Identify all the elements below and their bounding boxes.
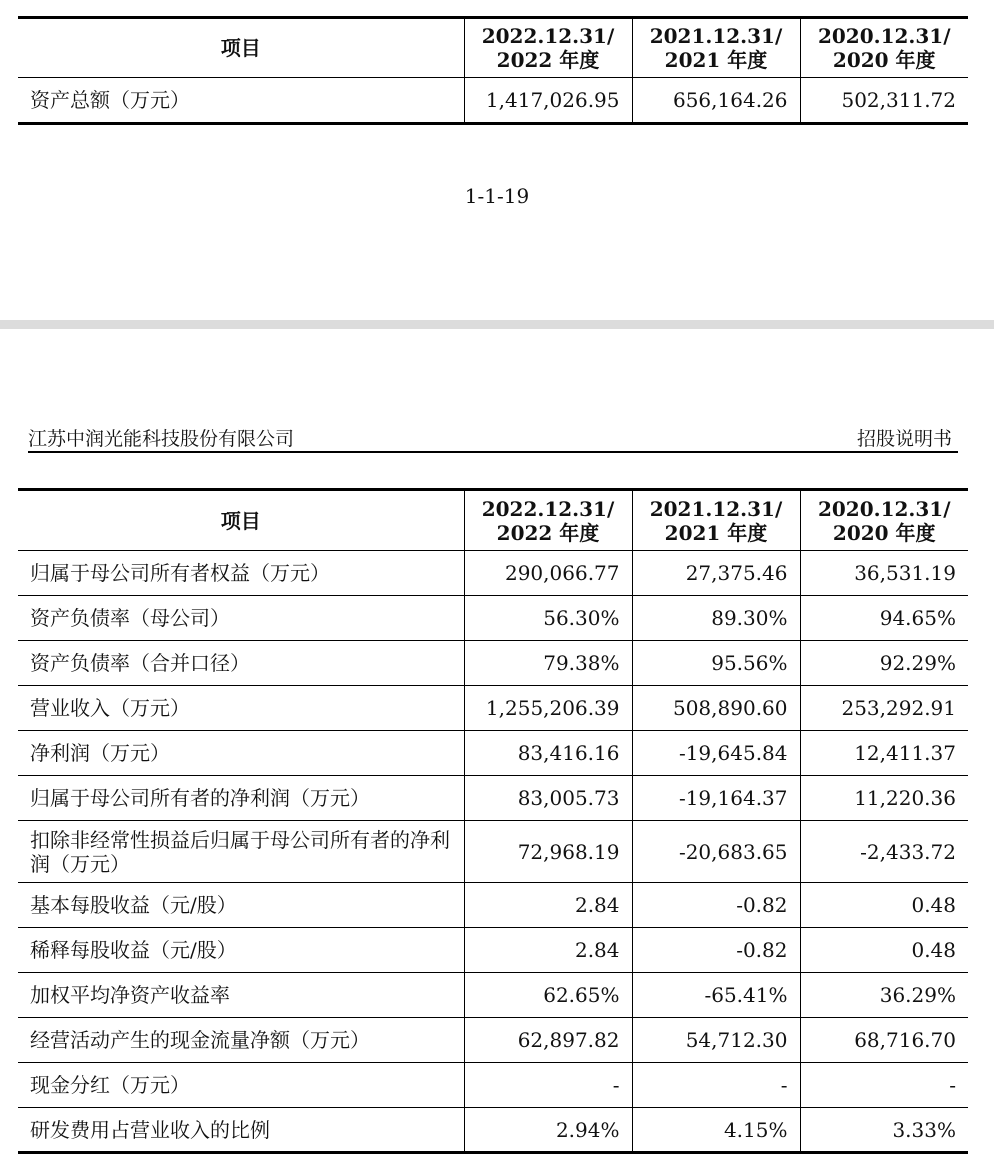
header-2022: 2022.12.31/ 2022 年度 bbox=[464, 490, 632, 551]
header-item: 项目 bbox=[18, 18, 464, 78]
value-2022: 1,255,206.39 bbox=[464, 686, 632, 731]
row-label: 现金分红（万元） bbox=[18, 1063, 464, 1108]
value-2022: 2.94% bbox=[464, 1108, 632, 1153]
value-2022: 290,066.77 bbox=[464, 551, 632, 596]
value-2020: 0.48 bbox=[800, 883, 968, 928]
value-2022: 2.84 bbox=[464, 928, 632, 973]
row-label: 净利润（万元） bbox=[18, 731, 464, 776]
value-2020: 0.48 bbox=[800, 928, 968, 973]
value-2022: 62,897.82 bbox=[464, 1018, 632, 1063]
row-label: 经营活动产生的现金流量净额（万元） bbox=[18, 1018, 464, 1063]
table-header-row bbox=[18, 18, 968, 78]
row-label: 扣除非经常性损益后归属于母公司所有者的净利润（万元） bbox=[18, 821, 464, 883]
value-2020: - bbox=[800, 1063, 968, 1108]
header-2021: 2021.12.31/ 2021 年度 bbox=[632, 490, 800, 551]
table-row bbox=[18, 731, 968, 776]
table-row bbox=[18, 78, 968, 124]
value-2021: -0.82 bbox=[632, 883, 800, 928]
header-document-type: 招股说明书 bbox=[856, 428, 952, 450]
value-2021: -0.82 bbox=[632, 928, 800, 973]
value-2021: -19,645.84 bbox=[632, 731, 800, 776]
value-2020: 11,220.36 bbox=[800, 776, 968, 821]
row-label: 归属于母公司所有者权益（万元） bbox=[18, 551, 464, 596]
value-2021: 656,164.26 bbox=[632, 78, 800, 124]
row-label: 资产总额（万元） bbox=[18, 78, 464, 124]
page-bottom bbox=[0, 329, 994, 1169]
row-label: 稀释每股收益（元/股） bbox=[18, 928, 464, 973]
table-row bbox=[18, 883, 968, 928]
value-2020: -2,433.72 bbox=[800, 821, 968, 883]
table-row bbox=[18, 641, 968, 686]
row-label: 研发费用占营业收入的比例 bbox=[18, 1108, 464, 1153]
table-row bbox=[18, 596, 968, 641]
table-row bbox=[18, 1108, 968, 1153]
value-2022: - bbox=[464, 1063, 632, 1108]
row-label: 营业收入（万元） bbox=[18, 686, 464, 731]
table-row bbox=[18, 928, 968, 973]
value-2021: - bbox=[632, 1063, 800, 1108]
value-2020: 92.29% bbox=[800, 641, 968, 686]
value-2022: 56.30% bbox=[464, 596, 632, 641]
value-2022: 83,416.16 bbox=[464, 731, 632, 776]
header-rule bbox=[28, 451, 958, 453]
value-2020: 94.65% bbox=[800, 596, 968, 641]
value-2021: -19,164.37 bbox=[632, 776, 800, 821]
table-row bbox=[18, 1063, 968, 1108]
header-company-name: 江苏中润光能科技股份有限公司 bbox=[28, 428, 295, 450]
table-row bbox=[18, 776, 968, 821]
value-2022: 72,968.19 bbox=[464, 821, 632, 883]
value-2021: 95.56% bbox=[632, 641, 800, 686]
table-header-row bbox=[18, 490, 968, 551]
page-number: 1-1-19 bbox=[464, 184, 530, 208]
page-separator bbox=[0, 320, 994, 329]
page-top bbox=[0, 0, 994, 320]
value-2020: 3.33% bbox=[800, 1108, 968, 1153]
header-2020: 2020.12.31/ 2020 年度 bbox=[800, 18, 968, 78]
header-2020: 2020.12.31/ 2020 年度 bbox=[800, 490, 968, 551]
value-2020: 502,311.72 bbox=[800, 78, 968, 124]
value-2020: 36,531.19 bbox=[800, 551, 968, 596]
value-2021: 27,375.46 bbox=[632, 551, 800, 596]
table-row bbox=[18, 821, 968, 883]
value-2020: 68,716.70 bbox=[800, 1018, 968, 1063]
value-2021: -65.41% bbox=[632, 973, 800, 1018]
value-2020: 36.29% bbox=[800, 973, 968, 1018]
table-row bbox=[18, 551, 968, 596]
value-2022: 2.84 bbox=[464, 883, 632, 928]
value-2022: 79.38% bbox=[464, 641, 632, 686]
row-label: 归属于母公司所有者的净利润（万元） bbox=[18, 776, 464, 821]
header-2021: 2021.12.31/ 2021 年度 bbox=[632, 18, 800, 78]
header-2022: 2022.12.31/ 2022 年度 bbox=[464, 18, 632, 78]
value-2022: 62.65% bbox=[464, 973, 632, 1018]
value-2021: -20,683.65 bbox=[632, 821, 800, 883]
table-row bbox=[18, 1018, 968, 1063]
value-2020: 253,292.91 bbox=[800, 686, 968, 731]
header-item: 项目 bbox=[18, 490, 464, 551]
value-2021: 508,890.60 bbox=[632, 686, 800, 731]
value-2021: 4.15% bbox=[632, 1108, 800, 1153]
value-2021: 54,712.30 bbox=[632, 1018, 800, 1063]
row-label: 基本每股收益（元/股） bbox=[18, 883, 464, 928]
value-2021: 89.30% bbox=[632, 596, 800, 641]
value-2020: 12,411.37 bbox=[800, 731, 968, 776]
table-row bbox=[18, 973, 968, 1018]
row-label: 资产负债率（母公司） bbox=[18, 596, 464, 641]
value-2022: 1,417,026.95 bbox=[464, 78, 632, 124]
total-assets-table bbox=[18, 16, 968, 125]
row-label: 资产负债率（合并口径） bbox=[18, 641, 464, 686]
financial-indicators-table bbox=[18, 488, 968, 1154]
row-label: 加权平均净资产收益率 bbox=[18, 973, 464, 1018]
table-row bbox=[18, 686, 968, 731]
value-2022: 83,005.73 bbox=[464, 776, 632, 821]
